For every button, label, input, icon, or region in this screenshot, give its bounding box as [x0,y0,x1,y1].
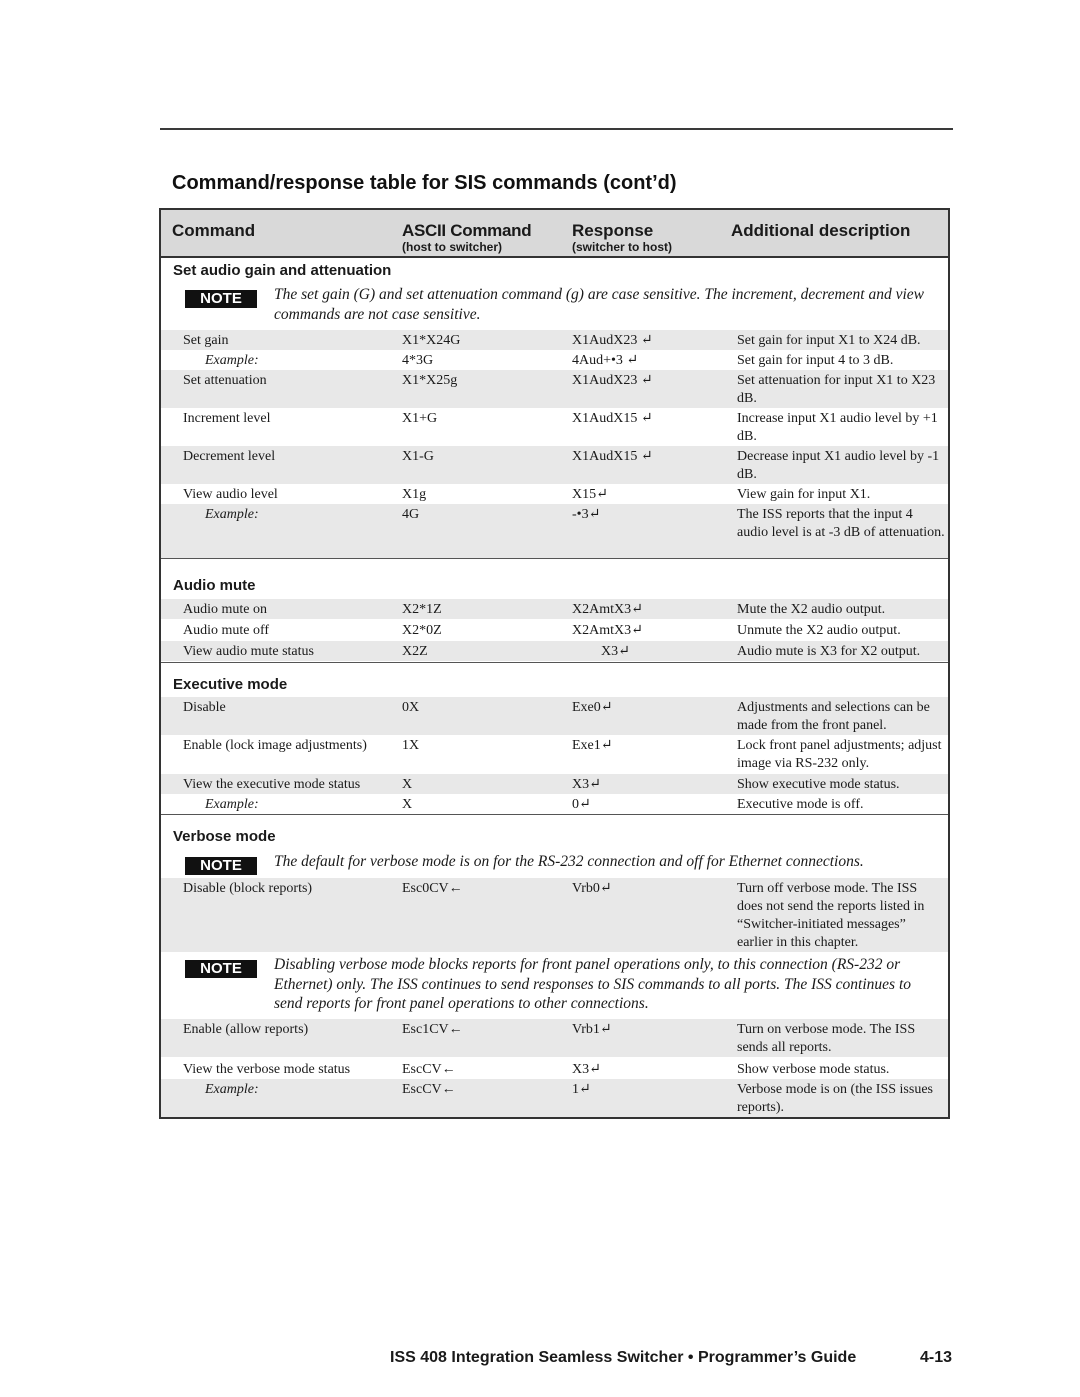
cell-response: X1AudX23 ↵ [572,333,653,348]
cell-ascii: 1X [402,738,420,753]
cell-description: Show executive mode status. [737,777,900,792]
cell-command: Example: [205,507,259,522]
table-row [161,878,948,952]
cell-description: Lock front panel adjustments; adjust image via RS-232 only. [737,738,942,771]
cell-description: Increase input X1 audio level by +1 dB. [737,411,938,444]
note-gain: The set gain (G) and set attenuation command (g) are case sensitive. The increment, decrement and view commands are not case sensitive. [274,286,924,323]
section-executive: Executive mode [173,676,288,693]
cell-command: View audio level [183,487,278,502]
note-verbose-default: The default for verbose mode is on for the RS-232 connection and off for Ethernet connections. [274,853,864,870]
header-ascii: ASCII Command [402,221,532,240]
section-divider [161,662,948,663]
cell-command: Enable (allow reports) [183,1022,309,1037]
section-gain: Set audio gain and attenuation [173,262,392,279]
table-row [161,370,948,408]
cell-description: Mute the X2 audio output. [737,602,886,617]
cell-ascii: Esc1CV← [402,1022,463,1037]
header-description: Additional description [731,221,911,240]
cell-command: Set gain [183,333,229,348]
table-row [161,735,948,773]
cell-description: Turn on verbose mode. The ISS sends all reports. [737,1022,916,1055]
top-rule [160,128,953,130]
cell-ascii: 4G [402,507,420,522]
cell-response: X3↵ [601,644,630,659]
cell-response: Exe1↵ [572,738,613,753]
table-row [161,330,948,350]
cell-ascii: EscCV← [402,1082,456,1097]
cell-response: -•3↵ [572,507,601,522]
table-row [161,446,948,484]
table-row [161,774,948,794]
cell-command: Example: [205,797,259,812]
cell-response: X1AudX15 ↵ [572,449,653,464]
cell-command: Disable [183,700,226,715]
header-command: Command [172,221,256,240]
cell-ascii: X1-G [402,449,434,464]
cell-response: X3↵ [572,1062,601,1077]
table-row [161,350,948,370]
cell-response: X2AmtX3↵ [572,602,643,617]
table-row [161,620,948,640]
cell-ascii: X1+G [402,411,438,426]
cell-command: Set attenuation [183,373,267,388]
section-divider [161,558,948,559]
section-mute: Audio mute [173,577,256,594]
section-divider [161,814,948,815]
table-row [161,504,948,558]
cell-response: X1AudX15 ↵ [572,411,653,426]
table-row [161,1019,948,1057]
cell-response: X2AmtX3↵ [572,623,643,638]
cell-ascii: Esc0CV← [402,881,463,896]
cell-description: Adjustments and selections can be made from the front panel. [737,700,930,733]
note-badge: NOTE [185,857,257,875]
cell-description: Turn off verbose mode. The ISS does not send the reports listed in “Switcher-initiated messages” earlier in this chapter. [737,881,925,950]
page-footer [390,1349,952,1367]
cell-response: 0↵ [572,797,591,812]
cell-description: Audio mute is X3 for X2 output. [737,644,921,659]
cell-ascii: X [402,797,413,812]
cell-ascii: X1g [402,487,427,502]
cell-ascii: EscCV← [402,1062,456,1077]
table-row [161,1079,948,1117]
cell-command: Example: [205,1082,259,1097]
cell-command: Audio mute on [183,602,267,617]
header-response-sub: (switcher to host) [572,240,673,254]
cell-description: Decrease input X1 audio level by -1 dB. [737,449,940,482]
cell-command: Audio mute off [183,623,270,638]
cell-description: Set gain for input X1 to X24 dB. [737,333,921,348]
cell-ascii: X1*X24G [402,333,461,348]
cell-description: Unmute the X2 audio output. [737,623,901,638]
cell-command: Disable (block reports) [183,881,313,896]
cell-ascii: X2*1Z [402,602,442,617]
cell-response: Vrb1↵ [572,1022,612,1037]
note-badge: NOTE [185,290,257,308]
table-row [161,697,948,735]
note-badge: NOTE [185,960,257,978]
cell-response: 1↵ [572,1082,591,1097]
table-row [161,599,948,619]
cell-response: Exe0↵ [572,700,613,715]
table-row [161,1059,948,1079]
cell-ascii: 0X [402,700,420,715]
table-row [161,408,948,446]
page-number: 4-13 [919,1349,952,1366]
cell-ascii: X2*0Z [402,623,442,638]
cell-command: View audio mute status [183,644,314,659]
cell-description: Set gain for input 4 to 3 dB. [737,353,894,368]
table-header [161,210,948,258]
cell-command: Enable (lock image adjustments) [183,738,367,753]
header-response: Response [572,221,654,240]
cell-description: Show verbose mode status. [737,1062,890,1077]
section-verbose: Verbose mode [173,828,276,845]
cell-ascii: 4*3G [402,353,434,368]
cell-command: Decrement level [183,449,276,464]
cell-description: Verbose mode is on (the ISS issues reports). [737,1082,933,1115]
cell-response: X1AudX23 ↵ [572,373,653,388]
table-row [161,794,948,814]
cell-description: View gain for input X1. [737,487,871,502]
header-ascii-sub: (host to switcher) [402,240,503,254]
cell-ascii: X1*X25g [402,373,458,388]
table-row [161,641,948,661]
cell-command: View the executive mode status [183,777,361,792]
cell-response: 4Aud+•3 ↵ [572,353,639,368]
cell-command: Example: [205,353,259,368]
cell-ascii: X [402,777,413,792]
cell-description: Set attenuation for input X1 to X23 dB. [737,373,936,406]
cell-command: Increment level [183,411,271,426]
cell-response: Vrb0↵ [572,881,612,896]
command-table [159,208,950,1119]
table-row [161,484,948,504]
cell-response: X15↵ [572,487,608,502]
cell-description: Executive mode is off. [737,797,864,812]
note-verbose-block: Disabling verbose mode blocks reports for front panel operations only, to this connection (RS-232 or Ethernet) only. The ISS continues to send responses to SIS commands to all ports. The ISS continues to send reports for front panel operations to other connections. [274,956,912,1012]
cell-response: X3↵ [572,777,601,792]
cell-ascii: X2Z [402,644,428,659]
page-title: Command/response table for SIS commands (cont’d) [172,172,677,194]
cell-command: View the verbose mode status [183,1062,351,1077]
footer-guide-title: ISS 408 Integration Seamless Switcher • Programmer’s Guide [390,1349,857,1366]
cell-description: The ISS reports that the input 4 audio level is at -3 dB of attenuation. [737,507,945,540]
